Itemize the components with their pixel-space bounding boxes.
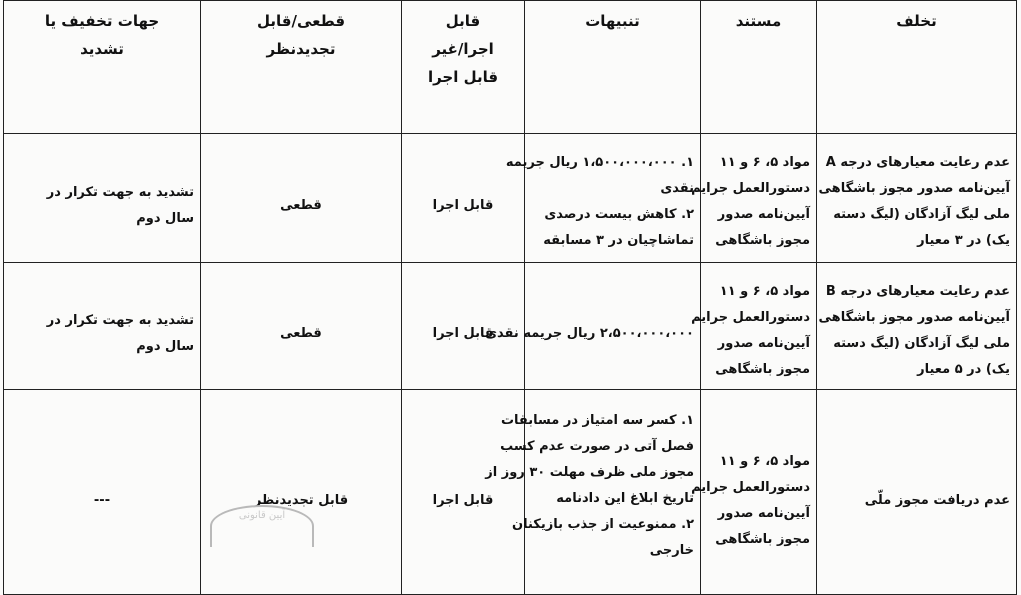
text-line: آیین‌نامه صدور (717, 207, 810, 222)
text-line: مجوز باشگاهی (715, 532, 810, 547)
text-line: دستورالعمل جرایم (691, 181, 810, 196)
cell-reference (691, 134, 817, 263)
table-row (4, 134, 1017, 263)
header-enforceable-line: قابل اجرا (427, 68, 499, 86)
cell-reference (691, 390, 817, 595)
text-line: خارجی (649, 543, 694, 558)
text-line: ۲. کاهش بیست درصدی (544, 207, 694, 222)
text-line: تشدید به جهت تکرار در (46, 185, 194, 200)
text-line: نقدی (660, 181, 694, 196)
cell-aggravation (4, 263, 201, 390)
header-enforceable-line: اجرا/غیر (432, 40, 494, 58)
text-line: سال دوم (136, 339, 194, 354)
stamp-seal: آیین قانونی (210, 505, 314, 547)
header-penalties: تنبیهات (525, 1, 701, 134)
header-aggravation-line: جهات تخفیف یا (44, 12, 160, 30)
cell-penalties (505, 134, 701, 263)
table-row (4, 263, 1017, 390)
text-line: ملی لیگ آزادگان (لیگ دسته (833, 336, 1010, 351)
text-line: ملی لیگ آزادگان (لیگ دسته (833, 207, 1010, 222)
header-aggravation-line: تشدید (80, 40, 124, 58)
text-line: آیین‌نامه صدور (717, 336, 810, 351)
header-finality (201, 1, 402, 134)
text-line: مواد ۵، ۶ و ۱۱ (719, 454, 810, 469)
cell-penalties (485, 390, 701, 595)
text-line: آیین‌نامه صدور (717, 506, 810, 521)
text-line: مواد ۵، ۶ و ۱۱ (719, 155, 810, 170)
penalty-table (3, 0, 1017, 595)
text-line: یک) در ۵ معیار (917, 362, 1010, 377)
text-line: تماشاچیان در ۳ مسابقه (543, 233, 694, 248)
text-line: مجوز باشگاهی (715, 362, 810, 377)
text-line: ۱. کسر سه امتیاز در مسابقات (500, 413, 694, 428)
cell-finality: قطعی (201, 263, 402, 390)
text-line: مجوز ملی ظرف مهلت ۳۰ روز از (485, 465, 694, 480)
cell-finality: قابل تجدیدنظر (201, 390, 402, 595)
header-violation: تخلف (817, 1, 1017, 134)
text-line: تشدید به جهت تکرار در (46, 313, 194, 328)
text-line: سال دوم (136, 211, 194, 226)
header-reference: مستند (701, 1, 817, 134)
text-line: عدم رعایت معیارهای درجه A (825, 155, 1010, 170)
text-line: دستورالعمل جرایم (691, 480, 810, 495)
header-aggravation (4, 1, 201, 134)
header-enforceable-line: قابل (445, 12, 481, 30)
cell-aggravation: --- (4, 390, 201, 595)
text-line: ۱. ۱،۵۰۰،۰۰۰،۰۰۰ ریال جریمه (505, 155, 694, 170)
table-row (4, 390, 1017, 595)
text-line: عدم رعایت معیارهای درجه B (825, 284, 1010, 299)
cell-enforceable: قابل اجرا (402, 390, 525, 595)
cell-violation (817, 390, 1017, 595)
text-line: مجوز باشگاهی (715, 233, 810, 248)
cell-violation (817, 263, 1017, 390)
cell-enforceable: قابل اجرا (402, 263, 525, 390)
header-finality-line: تجدیدنظر (266, 40, 336, 58)
cell-reference (691, 263, 817, 390)
header-row (4, 1, 1017, 134)
cell-enforceable: قابل اجرا (402, 134, 525, 263)
text-line: فصل آتی در صورت عدم کسب (500, 439, 694, 454)
header-enforceable (402, 1, 525, 134)
text-line: یک) در ۳ معیار (917, 233, 1010, 248)
header-finality-line: قطعی/قابل (256, 12, 346, 30)
text-line: ۲،۵۰۰،۰۰۰،۰۰۰ ریال جریمه نقدی (485, 326, 694, 341)
cell-penalties (485, 263, 701, 390)
cell-violation (817, 134, 1017, 263)
text-line: مواد ۵، ۶ و ۱۱ (719, 284, 810, 299)
text-line: ۲. ممنوعیت از جذب بازیکنان (511, 517, 694, 532)
text-line: عدم دریافت مجوز ملّی (864, 493, 1010, 508)
text-line: آیین‌نامه صدور مجوز باشگاهی (818, 310, 1010, 325)
text-line: دستورالعمل جرایم (691, 310, 810, 325)
text-line: آیین‌نامه صدور مجوز باشگاهی (818, 181, 1010, 196)
cell-aggravation (4, 134, 201, 263)
cell-finality: قطعی (201, 134, 402, 263)
text-line: تاریخ ابلاغ این دادنامه (556, 491, 694, 506)
